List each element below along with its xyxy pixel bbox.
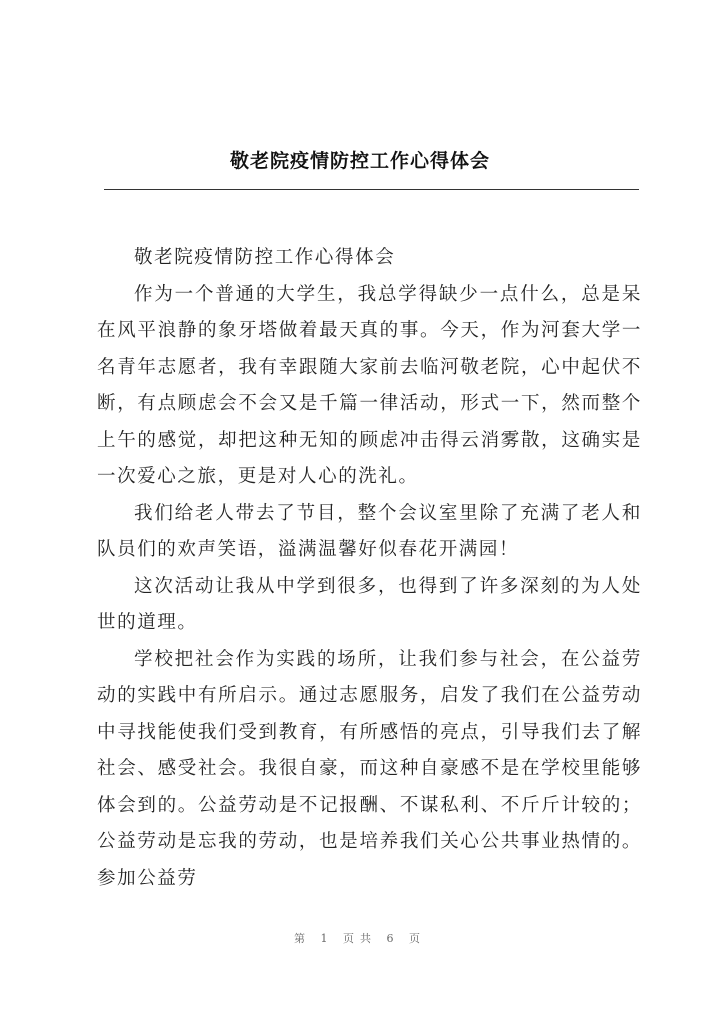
paragraph: 学校把社会作为实践的场所，让我们参与社会，在公益劳动的实践中有所启示。通过志愿服务，启发了我们在公益劳动中寻找能使我们受到教育，有所感悟的亮点，引导我们去了解社会、感受社会。我很自豪，而这种自豪感不是在学校里能够体会到的。公益劳动是不记报酬、不谋私利、不斤斤计较的；公益劳动是忘我的劳动，也是培养我们关心公共事业热情的。参加公益劳: [97, 648, 642, 889]
title-divider: [104, 189, 639, 190]
page-number: 第 1 页共 6 页: [294, 932, 426, 945]
document-body: [97, 240, 642, 897]
document-title: 敬老院疫情防控工作心得体会: [229, 150, 490, 172]
paragraph: 作为一个普通的大学生，我总学得缺少一点什么，总是呆在风平浪静的象牙塔做着最天真的事。今天，作为河套大学一名青年志愿者，我有幸跟随大家前去临河敬老院，心中起伏不断，有点顾虑会不会又是千篇一律活动，形式一下，然而整个上午的感觉，却把这种无知的顾虑冲击得云消雾散，这确实是一次爱心之旅，更是对人心的洗礼。: [97, 283, 642, 487]
paragraph-heading: 敬老院疫情防控工作心得体会: [134, 247, 396, 268]
paragraph: 我们给老人带去了节目，整个会议室里除了充满了老人和队员们的欢声笑语，溢满温馨好似春花开满园！: [97, 502, 642, 560]
paragraph: 这次活动让我从中学到很多，也得到了许多深刻的为人处世的道理。: [97, 575, 642, 633]
